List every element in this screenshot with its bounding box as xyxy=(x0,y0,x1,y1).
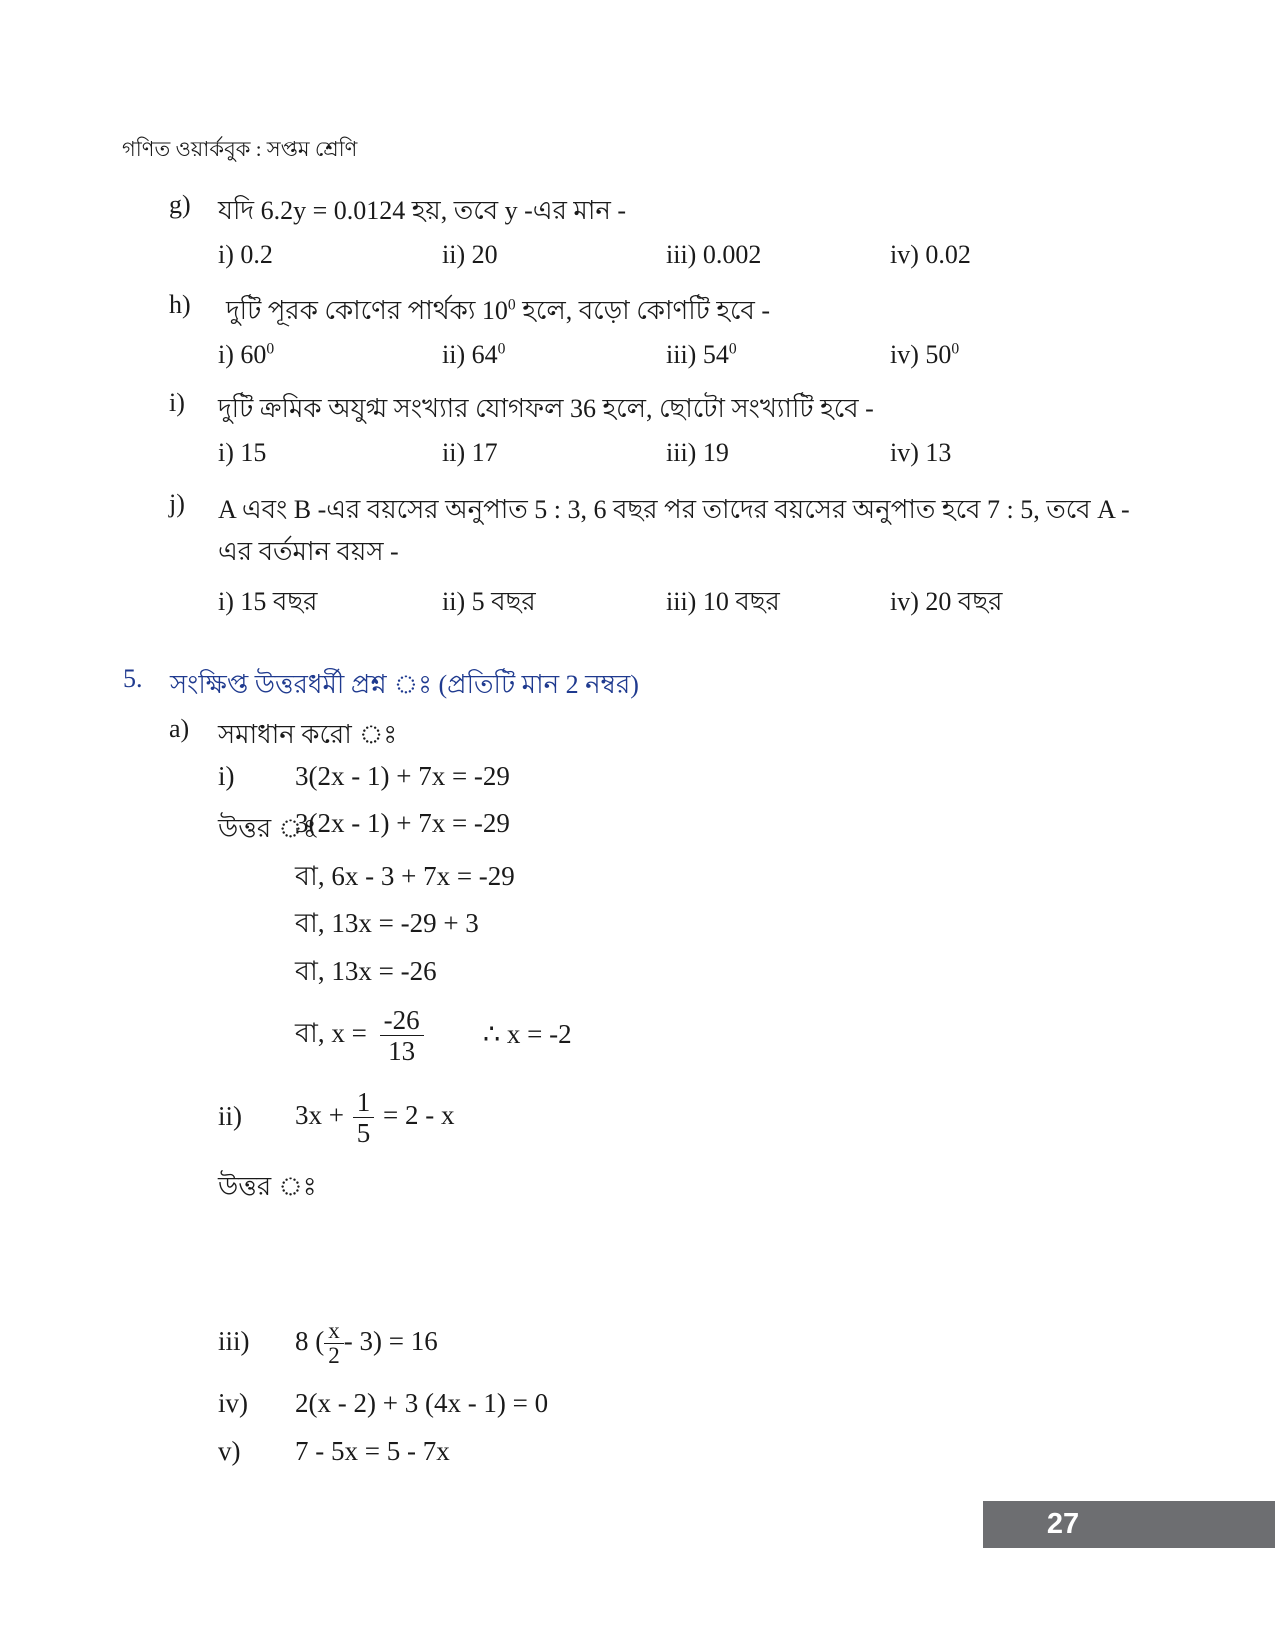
option-j-4: iv) 20 বছর xyxy=(890,587,1003,616)
q4-equation: 2(x - 2) + 3 (4x - 1) = 0 xyxy=(295,1388,549,1418)
question-text-h: দুটি পূরক কোণের পার্থক্য $10^0$ হলে, বড়ো কোণটি হবে - xyxy=(226,296,771,325)
q1-step-2: বা, 6x - 3 + 7x = -29 xyxy=(295,861,515,891)
q1-fraction: $\frac{-26}{13}$ xyxy=(380,1005,424,1066)
option-h-1: i) $60^0$ xyxy=(218,340,275,369)
section-title: সংক্ষিপ্ত উত্তরধর্মী প্রশ্ন ঃ (প্রতিটি মান 2 নম্বর) xyxy=(170,670,639,699)
option-j-1: i) 15 বছর xyxy=(218,587,318,616)
q4-label: iv) xyxy=(218,1388,248,1418)
option-h-2: ii) $64^0$ xyxy=(442,340,506,369)
option-h-3: iii) $54^0$ xyxy=(666,340,737,369)
question-label-h: h) xyxy=(169,290,191,319)
question-text-i: দুটি ক্রমিক অযুগ্ম সংখ্যার যোগফল 36 হলে, ছোটো সংখ্যাটি হবে - xyxy=(218,394,874,423)
question-text-j: A এবং B -এর বয়সের অনুপাত 5 : 3, 6 বছর পর তাদের বয়সের অনুপাত হবে 7 : 5, তবে A - xyxy=(218,495,1130,524)
q3-fraction: $\frac{x}{2}$ xyxy=(324,1319,344,1368)
q1-final-step: বা, x = $\frac{-26}{13}$ xyxy=(295,1003,424,1066)
q5-equation: 7 - 5x = 5 - 7x xyxy=(295,1436,450,1466)
section-number: 5. xyxy=(123,664,143,693)
option-g-3: iii) 0.002 xyxy=(666,240,762,269)
question-label-j: j) xyxy=(169,489,185,518)
option-h-4: iv) $50^0$ xyxy=(890,340,960,369)
option-i-1: i) 15 xyxy=(218,438,267,467)
page-number: 27 xyxy=(1046,1508,1080,1540)
q1-answer-label: উত্তর ঃ xyxy=(218,814,317,843)
q3-label: iii) xyxy=(218,1326,250,1356)
q3-equation: 8 ( $\frac{x}{2}$ - 3) = 16 xyxy=(295,1318,438,1369)
running-header: গণিত ওয়ার্কবুক : সপ্তম শ্রেণি xyxy=(122,137,358,161)
question-text-j-line2: এর বর্তমান বয়স - xyxy=(218,537,399,566)
option-g-2: ii) 20 xyxy=(442,240,498,269)
q1-label: i) xyxy=(218,761,235,791)
option-i-2: ii) 17 xyxy=(442,438,498,467)
option-i-4: iv) 13 xyxy=(890,438,952,467)
q5-label: v) xyxy=(218,1436,241,1466)
q2-equation: 3x + $\frac{1}{5}$ = 2 - x xyxy=(295,1087,455,1149)
option-g-4: iv) 0.02 xyxy=(890,240,971,269)
question-text-g: যদি 6.2y = 0.0124 হয়, তবে y -এর মান - xyxy=(218,196,627,225)
q1-step-1: 3(2x - 1) + 7x = -29 xyxy=(295,808,510,838)
question-label-i: i) xyxy=(169,388,185,417)
option-j-2: ii) 5 বছর xyxy=(442,587,536,616)
part-a-label: a) xyxy=(169,714,190,743)
part-a-text: সমাধান করো ঃ xyxy=(218,720,398,749)
q2-answer-label: উত্তর ঃ xyxy=(218,1172,317,1201)
option-j-3: iii) 10 বছর xyxy=(666,587,780,616)
q2-label: ii) xyxy=(218,1101,242,1131)
q1-step-4: বা, 13x = -26 xyxy=(295,956,437,986)
q2-fraction: $\frac{1}{5}$ xyxy=(353,1087,375,1148)
q1-equation: 3(2x - 1) + 7x = -29 xyxy=(295,761,510,791)
question-label-g: g) xyxy=(169,190,191,219)
q1-therefore: ∴ x = -2 xyxy=(483,1019,572,1049)
option-i-3: iii) 19 xyxy=(666,438,729,467)
option-g-1: i) 0.2 xyxy=(218,240,273,269)
q1-step-3: বা, 13x = -29 + 3 xyxy=(295,908,479,938)
page-number-box xyxy=(983,1501,1275,1548)
